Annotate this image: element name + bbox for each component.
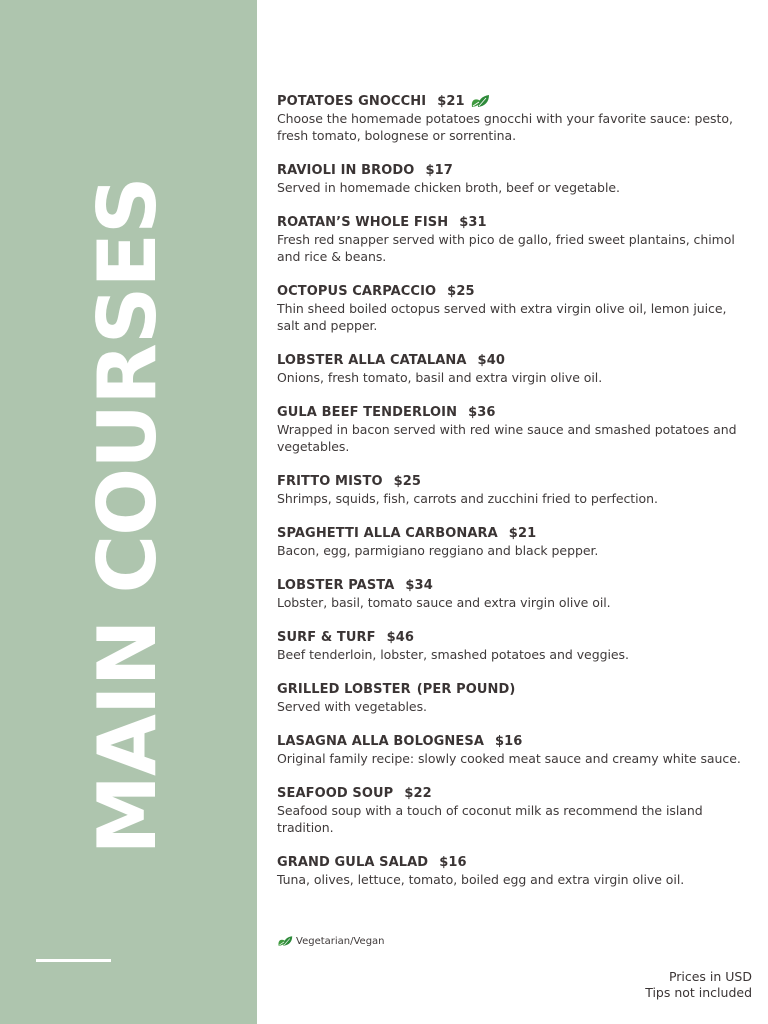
side-panel bbox=[0, 0, 257, 1024]
dish-price: (PER POUND) bbox=[416, 681, 516, 697]
menu-item bbox=[277, 403, 747, 455]
leaf-icon bbox=[470, 93, 490, 109]
dish-description: Beef tenderloin, lobster, smashed potatoes and veggies. bbox=[277, 647, 629, 662]
menu-item bbox=[277, 732, 747, 767]
menu-item-header bbox=[277, 161, 747, 179]
footer-note bbox=[645, 969, 752, 1001]
tips-note: Tips not included bbox=[645, 985, 752, 1000]
menu-item bbox=[277, 680, 747, 715]
dish-price: $21 bbox=[437, 93, 465, 109]
dish-description: Thin sheed boiled octopus served with extra virgin olive oil, lemon juice, salt and pepper. bbox=[277, 301, 727, 333]
menu-item bbox=[277, 472, 747, 507]
menu-item-header bbox=[277, 472, 747, 490]
currency-note: Prices in USD bbox=[668, 969, 752, 984]
menu-item-header bbox=[277, 680, 747, 698]
dish-description: Choose the homemade potatoes gnocchi with your favorite sauce: pesto, fresh tomato, bolognese or sorrentina. bbox=[277, 111, 733, 143]
dish-price: $34 bbox=[405, 577, 433, 593]
dish-price: $40 bbox=[477, 352, 505, 368]
menu-item-header bbox=[277, 628, 747, 646]
vegetarian-legend bbox=[277, 934, 385, 948]
dish-price: $31 bbox=[459, 214, 487, 230]
dish-name: SPAGHETTI ALLA CARBONARA bbox=[277, 525, 498, 541]
dish-description: Lobster, basil, tomato sauce and extra virgin olive oil. bbox=[277, 595, 611, 610]
dish-description: Onions, fresh tomato, basil and extra virgin olive oil. bbox=[277, 370, 603, 385]
menu-item bbox=[277, 784, 747, 836]
dish-name: GULA BEEF TENDERLOIN bbox=[277, 404, 458, 420]
menu-item-header bbox=[277, 576, 747, 594]
decorative-rule bbox=[36, 959, 111, 962]
menu-item bbox=[277, 524, 747, 559]
dish-price: $46 bbox=[386, 629, 415, 645]
dish-description: Tuna, olives, lettuce, tomato, boiled egg and extra virgin olive oil. bbox=[277, 872, 685, 887]
dish-name: LOBSTER ALLA CATALANA bbox=[277, 352, 467, 368]
dish-name: SEAFOOD SOUP bbox=[277, 785, 394, 801]
dish-price: $16 bbox=[439, 854, 467, 870]
menu-item bbox=[277, 161, 747, 196]
dish-name: SURF & TURF bbox=[277, 629, 376, 645]
menu-item bbox=[277, 282, 747, 334]
dish-name: ROATAN’S WHOLE FISH bbox=[277, 214, 449, 230]
dish-name: GRILLED LOBSTER bbox=[277, 681, 411, 697]
menu-item bbox=[277, 853, 747, 888]
dish-name: OCTOPUS CARPACCIO bbox=[277, 283, 437, 299]
section-title: MAIN COURSES bbox=[81, 177, 174, 855]
leaf-icon bbox=[277, 934, 293, 948]
dish-description: Wrapped in bacon served with red wine sauce and smashed potatoes and vegetables. bbox=[277, 422, 737, 454]
menu-item bbox=[277, 92, 747, 144]
menu-item-header bbox=[277, 351, 747, 369]
dish-description: Fresh red snapper served with pico de gallo, fried sweet plantains, chimol and rice & beans. bbox=[277, 232, 735, 264]
menu-item-header bbox=[277, 92, 747, 110]
menu-item-header bbox=[277, 732, 747, 750]
dish-description: Bacon, egg, parmigiano reggiano and black pepper. bbox=[277, 543, 599, 558]
menu-list bbox=[277, 92, 747, 905]
menu-item-header bbox=[277, 784, 747, 802]
dish-description: Original family recipe: slowly cooked meat sauce and creamy white sauce. bbox=[277, 751, 741, 766]
dish-price: $25 bbox=[447, 283, 475, 299]
menu-item-header bbox=[277, 853, 747, 871]
menu-item bbox=[277, 576, 747, 611]
dish-name: LASAGNA ALLA BOLOGNESA bbox=[277, 733, 485, 749]
dish-name: RAVIOLI IN BRODO bbox=[277, 162, 415, 178]
legend-label: Vegetarian/Vegan bbox=[296, 935, 385, 947]
menu-item-header bbox=[277, 282, 747, 300]
menu-item-header bbox=[277, 524, 747, 542]
menu-item bbox=[277, 628, 747, 663]
dish-description: Seafood soup with a touch of coconut milk as recommend the island tradition. bbox=[277, 803, 703, 835]
dish-description: Shrimps, squids, fish, carrots and zucchini fried to perfection. bbox=[277, 491, 658, 506]
dish-name: FRITTO MISTO bbox=[277, 473, 383, 489]
dish-price: $22 bbox=[404, 785, 432, 801]
dish-price: $17 bbox=[425, 162, 453, 178]
dish-price: $25 bbox=[393, 473, 422, 489]
dish-price: $16 bbox=[495, 733, 523, 749]
dish-name: POTATOES GNOCCHI bbox=[277, 93, 427, 109]
menu-item bbox=[277, 351, 747, 386]
dish-description: Served in homemade chicken broth, beef or vegetable. bbox=[277, 180, 620, 195]
dish-description: Served with vegetables. bbox=[277, 699, 427, 714]
dish-name: GRAND GULA SALAD bbox=[277, 854, 429, 870]
dish-name: LOBSTER PASTA bbox=[277, 577, 395, 593]
dish-price: $21 bbox=[508, 525, 537, 541]
menu-item bbox=[277, 213, 747, 265]
menu-item-header bbox=[277, 403, 747, 421]
menu-item-header bbox=[277, 213, 747, 231]
dish-price: $36 bbox=[468, 404, 496, 420]
